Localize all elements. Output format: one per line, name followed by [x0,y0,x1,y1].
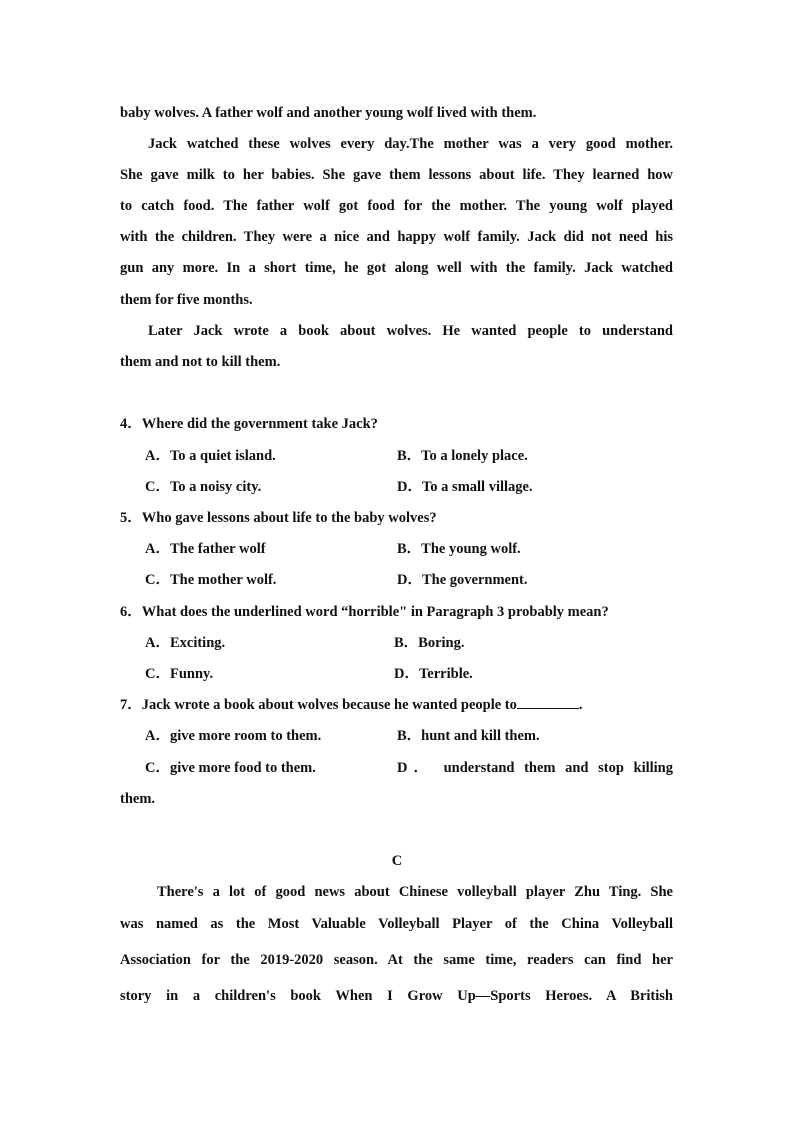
paragraph-line: story in a children's book When I Grow Up—Sports Heroes. A British [120,988,673,1004]
paragraph-line: them and not to kill them. [120,354,281,370]
option-d: D． understand them and stop killing [397,760,673,776]
option-b: B．To a lonely place. [397,448,528,464]
option-a: A．The father wolf [145,541,266,557]
paragraph-line: them for five months. [120,292,253,308]
question-stem [120,696,673,714]
paragraph-line: gun any more. In a short time, he got along well with the family. Jack watched [120,260,673,276]
paragraph-line: to catch food. The father wolf got food for the mother. The young wolf played [120,198,673,214]
question-stem: 6．What does the underlined word “horrible" in Paragraph 3 probably mean? [120,604,609,620]
option-b: B．The young wolf. [397,541,521,557]
paragraph-line: baby wolves. A father wolf and another young wolf lived with them. [120,105,537,121]
option-d: D．The government. [397,572,528,588]
option-b: B．Boring. [394,635,465,651]
option-c: C．The mother wolf. [145,572,277,588]
option-a: A．give more room to them. [145,728,322,744]
option-b: B．hunt and kill them. [397,728,540,744]
option-c: C．Funny. [145,666,214,682]
option-c: C．To a noisy city. [145,479,262,495]
question-stem: 4．Where did the government take Jack? [120,416,378,432]
paragraph-line: was named as the Most Valuable Volleyball Player of the China Volleyball [120,916,673,932]
section-heading: C [391,853,403,869]
option-a: A．Exciting. [145,635,226,651]
paragraph-line: Later Jack wrote a book about wolves. He wanted people to understand [148,323,673,339]
paragraph-line: Association for the 2019-2020 season. At the same time, readers can find her [120,952,673,968]
option-d-wrap: them. [120,791,156,807]
answer-blank [517,696,579,709]
paragraph-line: Jack watched these wolves every day.The mother was a very good mother. [148,136,673,152]
question-stem: 5．Who gave lessons about life to the baby wolves? [120,510,437,526]
option-d: D．Terrible. [394,666,473,682]
option-d: D．To a small village. [397,479,533,495]
question-stem-end: . [578,697,583,713]
question-stem-text: 7．Jack wrote a book about wolves because he wanted people to [120,697,517,713]
paragraph-line: She gave milk to her babies. She gave them lessons about life. They learned how [120,167,673,183]
paragraph-line: There's a lot of good news about Chinese volleyball player Zhu Ting. She [157,884,673,900]
paragraph-line: with the children. They were a nice and happy wolf family. Jack did not need his [120,229,673,245]
option-a: A．To a quiet island. [145,448,276,464]
option-c: C．give more food to them. [145,760,316,776]
